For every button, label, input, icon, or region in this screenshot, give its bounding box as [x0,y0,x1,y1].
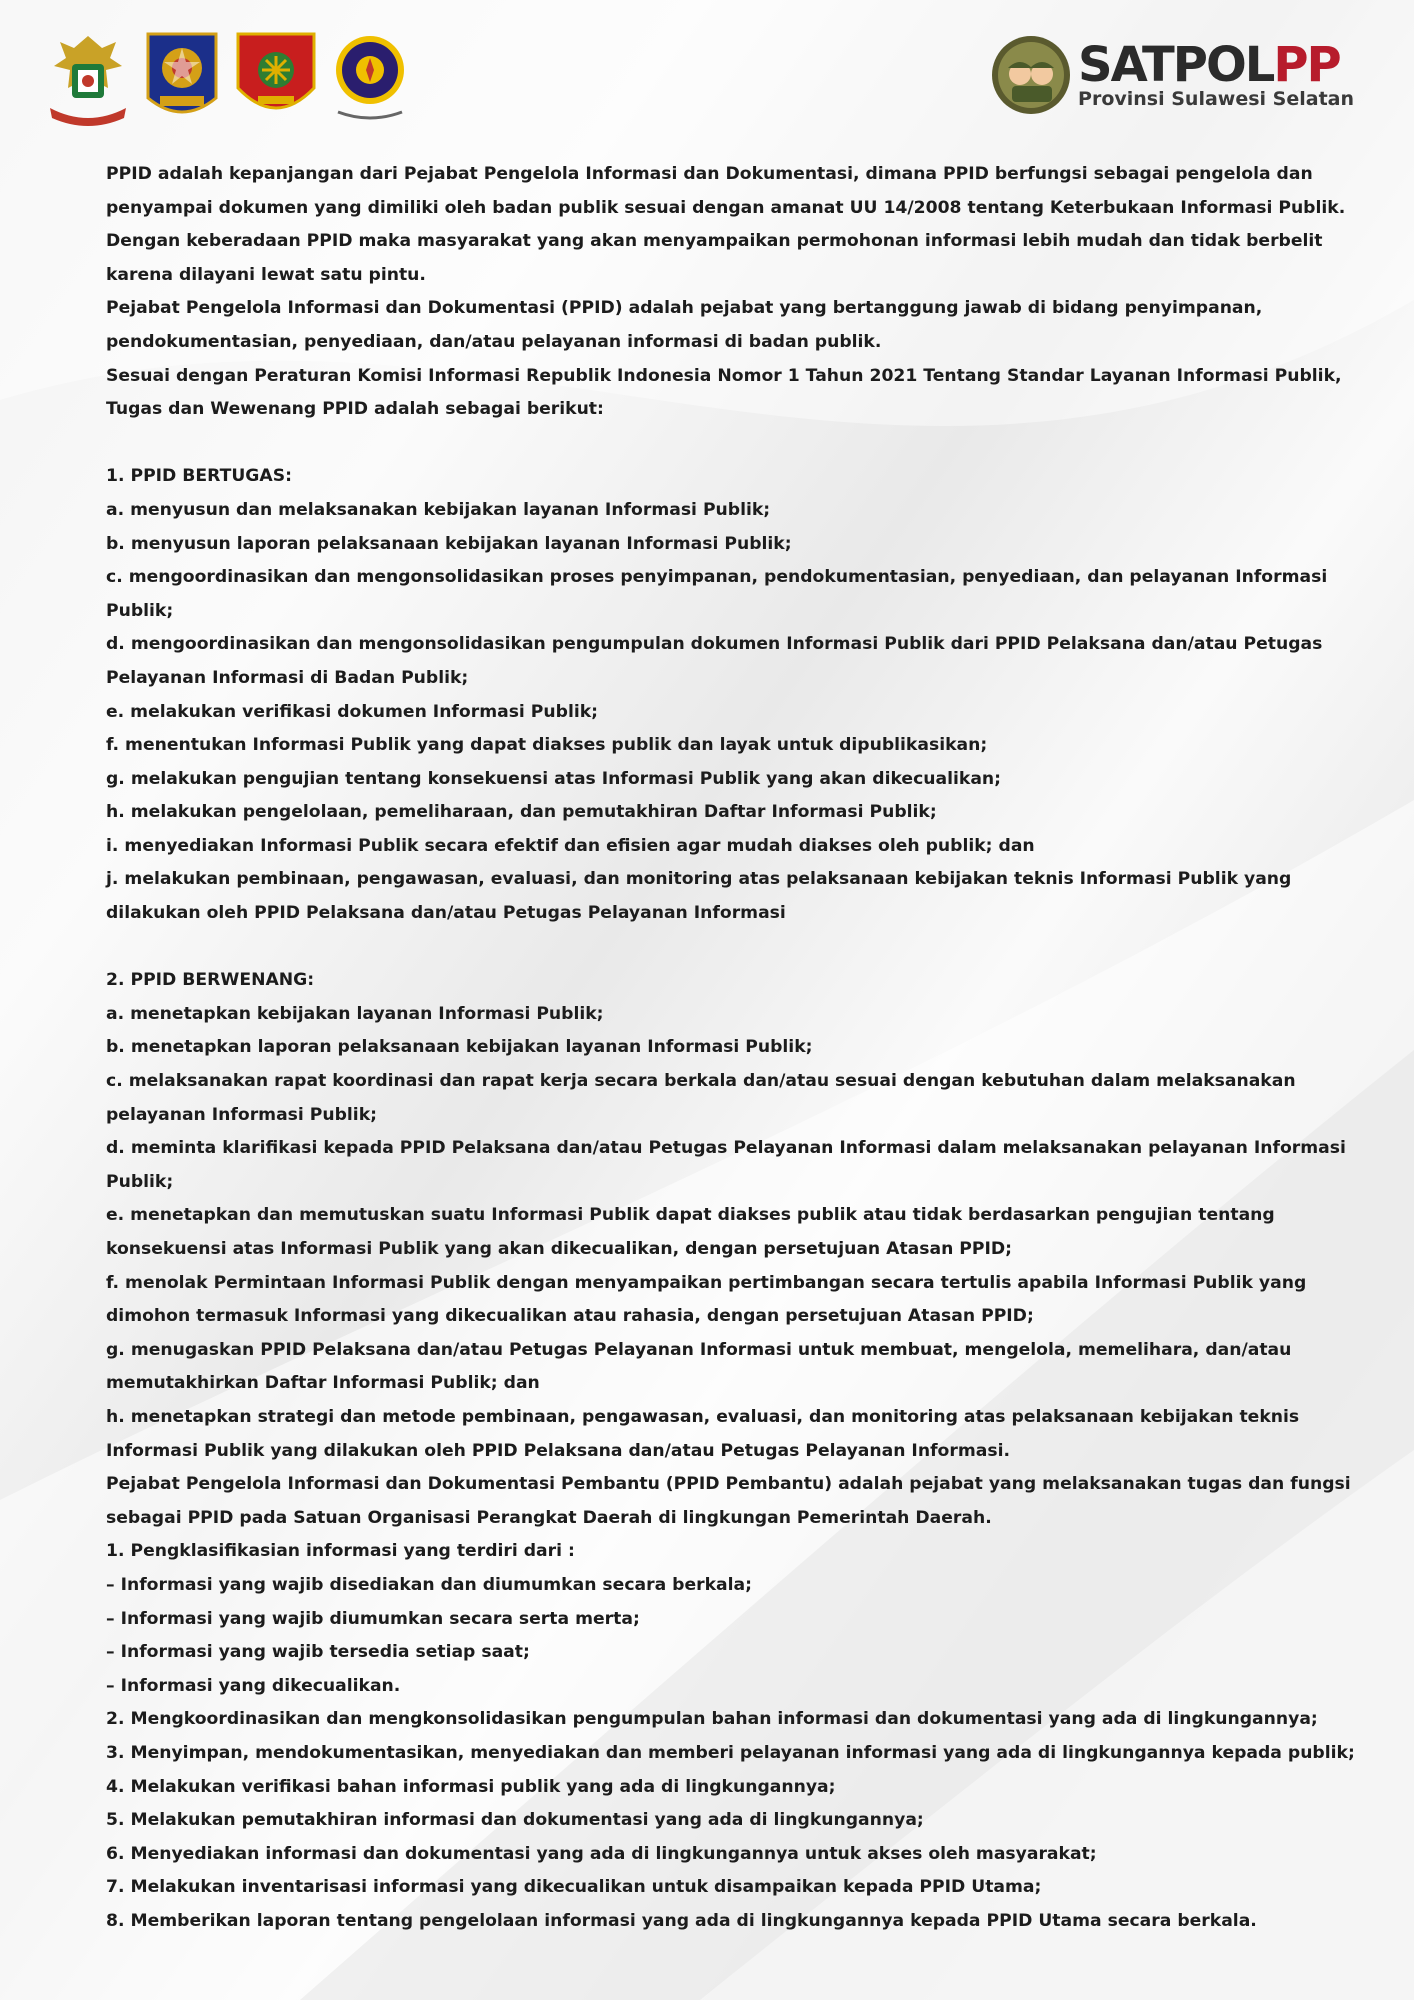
brand-subtitle: Provinsi Sulawesi Selatan [1078,88,1354,110]
list-item: 8. Memberikan laporan tentang pengelolaan informasi yang ada di lingkungannya kepada PPID Utama secara berkala. [106,1910,1257,1931]
list-item: g. menugaskan PPID Pelaksana dan/atau Petugas Pelayanan Informasi untuk membuat, mengelola, memelihara, dan/atau memutakhirkan Daftar Informasi Publik; dan [106,1339,1292,1394]
list-item: a. menyusun dan melaksanakan kebijakan layanan Informasi Publik; [106,499,771,520]
list-item: f. menentukan Informasi Publik yang dapat diakses publik dan layak untuk dipublikasikan; [106,735,988,756]
intro-paragraph: Sesuai dengan Peraturan Komisi Informasi Republik Indonesia Nomor 1 Tahun 2021 Tentang Standar Layanan Informasi Publik, Tugas dan Wewenang PPID adalah sebagai berikut: [106,365,1342,420]
list-item: d. mengoordinasikan dan mengonsolidasikan pengumpulan dokumen Informasi Publik dari PPID Pelaksana dan/atau Petugas Pelayanan Informasi di Badan Publik; [106,634,1323,688]
intro-paragraph: PPID adalah kepanjangan dari Pejabat Pengelola Informasi dan Dokumentasi, dimana PPID berfungsi sebagai pengelola dan penyampai dokumen yang dimiliki oleh badan publik sesuai dengan amanat UU 14/2008 tentang Keterbukaan Informasi Publik. [106,164,1346,218]
brand-title: SATPOLPP [1078,37,1340,93]
list-item: f. menolak Permintaan Informasi Publik dengan menyampaikan pertimbangan secara tertulis apabila Informasi Publik yang dimohon termasuk Informasi yang dikecualikan atau rahasia, dengan persetujuan Atasan PPID; [106,1272,1307,1327]
list-item: 6. Menyediakan informasi dan dokumentasi yang ada di lingkungannya untuk akses oleh masyarakat; [106,1843,1097,1864]
pembantu-paragraph: Pejabat Pengelola Informasi dan Dokumentasi Pembantu (PPID Pembantu) adalah pejabat yang melaksanakan tugas dan fungsi sebagai PPID pada Satuan Organisasi Perangkat Daerah di lingkungan Pemerintah Daerah. [106,1474,1351,1528]
tudha-brama-jaya-emblem [326,28,414,128]
list-item: 3. Menyimpan, mendokumentasikan, menyediakan dan memberi pelayanan informasi yang ada di lingkungannya kepada publik; [106,1742,1355,1763]
list-item: a. menetapkan kebijakan layanan Informasi Publik; [106,1003,604,1024]
list-item: – Informasi yang wajib tersedia setiap saat; [106,1642,530,1663]
satpol-pp-brand [990,34,1354,116]
list-item: 2. Mengkoordinasikan dan mengkonsolidasikan pengumpulan bahan informasi dan dokumentasi yang ada di lingkungannya; [106,1709,1318,1730]
list-item: i. menyediakan Informasi Publik secara efektif dan efisien agar mudah diakses oleh publik; dan [106,835,1035,856]
document-body [106,158,1356,1938]
list-item: 5. Melakukan pemutakhiran informasi dan dokumentasi yang ada di lingkungannya; [106,1810,924,1831]
satpol-pp-mascot-logo [990,34,1072,116]
list-item: j. melakukan pembinaan, pengawasan, evaluasi, dan monitoring atas pelaksanaan kebijakan teknis Informasi Publik yang dilakukan oleh PPID Pelaksana dan/atau Petugas Pelayanan Informasi [106,869,1292,924]
list-item: – Informasi yang wajib disediakan dan diumumkan secara berkala; [106,1574,752,1595]
tugas-heading: 1. PPID BERTUGAS: [106,466,292,487]
wewenang-heading: 2. PPID BERWENANG: [106,970,315,991]
list-item: 7. Melakukan inventarisasi informasi yang dikecualikan untuk disampaikan kepada PPID Utama; [106,1877,1042,1898]
list-item: e. melakukan verifikasi dokumen Informasi Publik; [106,701,599,722]
list-item: h. melakukan pengelolaan, pemeliharaan, dan pemutakhiran Daftar Informasi Publik; [106,802,937,823]
list-item: 1. Pengklasifikasian informasi yang terdiri dari : [106,1541,575,1562]
sulsel-emblem [44,28,132,128]
list-item: 4. Melakukan verifikasi bahan informasi publik yang ada di lingkungannya; [106,1776,836,1797]
list-item: e. menetapkan dan memutuskan suatu Informasi Publik dapat diakses publik atau tidak berdasarkan pengujian tentang konsekuensi atas Informasi Publik yang akan dikecualikan, dengan persetujuan Atasan PPID; [106,1205,1275,1259]
intro-paragraph: Pejabat Pengelola Informasi dan Dokumentasi (PPID) adalah pejabat yang bertanggung jawab di bidang penyimpanan, pendokumentasian, penyediaan, dan/atau pelayanan informasi di badan publik. [106,298,1263,352]
list-item: b. menetapkan laporan pelaksanaan kebijakan layanan Informasi Publik; [106,1037,813,1058]
list-item: b. menyusun laporan pelaksanaan kebijakan layanan Informasi Publik; [106,533,792,554]
list-item: g. melakukan pengujian tentang konsekuensi atas Informasi Publik yang akan dikecualikan; [106,768,1002,789]
list-item: c. melaksanakan rapat koordinasi dan rapat kerja secara berkala dan/atau sesuai dengan kebutuhan dalam melaksanakan pelayanan Informasi Publik; [106,1071,1296,1125]
logo-row [44,28,414,128]
damkar-emblem [138,28,226,128]
list-item: c. mengoordinasikan dan mengonsolidasikan proses penyimpanan, pendokumentasian, penyediaan, dan pelayanan Informasi Publik; [106,567,1328,621]
list-item: d. meminta klarifikasi kepada PPID Pelaksana dan/atau Petugas Pelayanan Informasi dalam melaksanakan pelayanan Informasi Publik; [106,1138,1346,1192]
list-item: h. menetapkan strategi dan metode pembinaan, pengawasan, evaluasi, dan monitoring atas pelaksanaan kebijakan teknis Informasi Publik yang dilakukan oleh PPID Pelaksana dan/atau Petugas Pelayanan Informasi. [106,1406,1300,1461]
header [44,28,1354,138]
intro-paragraph: Dengan keberadaan PPID maka masyarakat yang akan menyampaikan permohonan informasi lebih mudah dan tidak berbelit karena dilayani lewat satu pintu. [106,231,1323,285]
list-item: – Informasi yang wajib diumumkan secara serta merta; [106,1608,640,1629]
list-item: – Informasi yang dikecualikan. [106,1675,401,1696]
linmas-emblem [232,28,320,128]
